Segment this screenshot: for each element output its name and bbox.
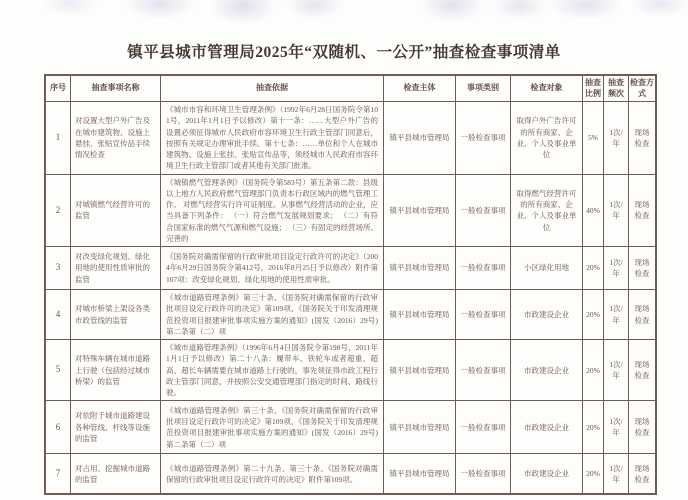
cell-frequency: 1次/年 <box>604 454 629 494</box>
cell-frequency: 1次/年 <box>604 174 629 247</box>
table-row <box>46 290 656 340</box>
cell-name: 对改变绿化规划、绿化用地的使用性质审批的监管 <box>71 247 161 290</box>
cell-name: 对依附于城市道路建设各种管线、杆线等设施的监管 <box>71 401 161 454</box>
cell-basis: 《城市道路管理条例》（1996年6月4日国务院令第198号，2011年1月1日予以修改）第二十八条：履带车、铁轮车或者超重、超高、超长车辆需要在城市道路上行驶的，事先须征得市政工程行政主管部门同意，并按照公安交通管理部门指定的时间、路线行驶。 <box>161 340 384 401</box>
cell-method: 现场检查 <box>629 454 656 494</box>
cell-category: 一般检查事项 <box>456 340 511 401</box>
cell-category: 一般检查事项 <box>456 401 511 454</box>
cell-frequency: 1次/年 <box>604 290 629 340</box>
cell-category: 一般检查事项 <box>456 454 511 494</box>
table-head <box>46 76 656 102</box>
cell-category: 一般检查事项 <box>456 247 511 290</box>
page-title: 镇平县城市管理局2025年“双随机、一公开”抽查检查事项清单 <box>127 44 561 61</box>
cell-ratio: 20% <box>583 454 604 494</box>
column-header-name: 抽查事项名称 <box>71 76 161 102</box>
cell-subject: 镇平县城市管理局 <box>384 102 456 175</box>
header-row <box>46 76 656 102</box>
column-header-ratio: 抽查比例 <box>583 76 604 102</box>
cell-ratio: 20% <box>583 340 604 401</box>
cell-target: 市政建设企业 <box>511 454 583 494</box>
cell-frequency: 1次/年 <box>604 102 629 175</box>
cell-ratio: 40% <box>583 174 604 247</box>
cell-seq: 6 <box>46 401 71 454</box>
cell-category: 一般检查事项 <box>456 290 511 340</box>
cell-target: 小区绿化用地 <box>511 247 583 290</box>
cell-seq: 1 <box>46 102 71 175</box>
cell-basis: 《城市道路管理条例》第三十条、《国务院对确需保留的行政审批项目设定行政许可的决定》第109项、《国务院关于印发清理规范投资项目报建审批事项实施方案的通知》(国发（2016）29号)第二条第（二）项 <box>161 290 384 340</box>
cell-method: 现场检查 <box>629 247 656 290</box>
column-header-subject: 检查主体 <box>384 76 456 102</box>
cell-seq: 3 <box>46 247 71 290</box>
cell-name: 对占用、挖掘城市道路的监管 <box>71 454 161 494</box>
cell-ratio: 5% <box>583 102 604 175</box>
cell-seq: 2 <box>46 174 71 247</box>
table-row <box>46 454 656 494</box>
column-header-basis: 抽查依据 <box>161 76 384 102</box>
cell-frequency: 1次/年 <box>604 340 629 401</box>
inspection-table <box>45 75 656 494</box>
cell-frequency: 1次/年 <box>604 401 629 454</box>
table-row <box>46 102 656 175</box>
cell-method: 现场检查 <box>629 290 656 340</box>
cell-category: 一般检查事项 <box>456 174 511 247</box>
cell-basis: 《城市市容和环境卫生管理条例》（1992年6月28日国务院令第101号，2011年1月1日予以修改）第十一条：……大型户外广告的设置必须征得城市人民政府市容环境卫生行政主管部门同意后，按照有关规定办理审批手续。第十七条：……单位和个人在城市建筑物、设施上张挂、张贴宣传品等，须经城市人民政府市容环境卫生行政主管部门或者其他有关部门批准。 <box>161 102 384 175</box>
cell-subject: 镇平县城市管理局 <box>384 174 456 247</box>
cell-seq: 4 <box>46 290 71 340</box>
cell-basis: 《城镇燃气管理条例》（国务院令第583号）第五条第二款：县级以上地方人民政府燃气管理部门负责本行政区域内的燃气管理工作。 对燃气经营实行许可证制度。从事燃气经营活动的企业，应当具备下列条件： （一）符合燃气发展规划要求； （二）有符合国家标准的燃气气源和燃气设施； （三）有固定的经营场所、完善的 <box>161 174 384 247</box>
cell-seq: 7 <box>46 454 71 494</box>
cell-target: 市政建设企业 <box>511 340 583 401</box>
cell-subject: 镇平县城市管理局 <box>384 290 456 340</box>
cell-name: 对城市桥梁上架设各类市政管线的监管 <box>71 290 161 340</box>
table-row <box>46 174 656 247</box>
table-row <box>46 340 656 401</box>
column-header-frequency: 抽查频次 <box>604 76 629 102</box>
cell-subject: 镇平县城市管理局 <box>384 340 456 401</box>
cell-target: 市政建设企业 <box>511 290 583 340</box>
cell-method: 现场检查 <box>629 340 656 401</box>
column-header-method: 检查方式 <box>629 76 656 102</box>
column-header-category: 事项类别 <box>456 76 511 102</box>
cell-frequency: 1次/年 <box>604 247 629 290</box>
cell-target: 取得户外广告许可的所有商家、企业、个人及事业单位 <box>511 102 583 175</box>
table-row <box>46 401 656 454</box>
cell-subject: 镇平县城市管理局 <box>384 401 456 454</box>
column-header-seq: 序号 <box>46 76 71 102</box>
cell-method: 现场检查 <box>629 401 656 454</box>
cell-basis: 《国务院对确需保留的行政审批项目设定行政许可的决定》（2004年6月29日国务院令第412号，2016年8月25日予以修改）附件第107项：改变绿化规划、绿化用地的使用性质审批。 <box>161 247 384 290</box>
cell-target: 取得燃气经营许可的所有商家、企业、个人及事业单位 <box>511 174 583 247</box>
cell-seq: 5 <box>46 340 71 401</box>
column-header-target: 检查对象 <box>511 76 583 102</box>
cell-name: 对城镇燃气经营许可的监管 <box>71 174 161 247</box>
cell-name: 对特殊车辆在城市道路上行驶（包括经过城市桥梁）的监管 <box>71 340 161 401</box>
scan-smudge-artifact <box>0 0 688 42</box>
cell-ratio: 20% <box>583 247 604 290</box>
cell-method: 现场检查 <box>629 102 656 175</box>
table-row <box>46 247 656 290</box>
cell-category: 一般检查事项 <box>456 102 511 175</box>
cell-basis: 《城市道路管理条例》第三十条、《国务院对确需保留的行政审批项目设定行政许可的决定》第109项、《国务院关于印发清理规范投资项目报建审批事项实施方案的通知》(国发（2016）29号)第二条第（二）项 <box>161 401 384 454</box>
table-body <box>46 102 656 494</box>
cell-name: 对设置大型户外广告及在城市建筑物、设施上悬挂、张贴宣传品手续情况检查 <box>71 102 161 175</box>
cell-ratio: 20% <box>583 401 604 454</box>
cell-ratio: 20% <box>583 290 604 340</box>
cell-subject: 镇平县城市管理局 <box>384 247 456 290</box>
cell-basis: 《城市道路管理条例》第二十九条、第三十条、《国务院对确需保留的行政审批项目设定行政许可的决定》附件第109项。 <box>161 454 384 494</box>
cell-method: 现场检查 <box>629 174 656 247</box>
cell-subject: 镇平县城市管理局 <box>384 454 456 494</box>
cell-target: 市政建设企业 <box>511 401 583 454</box>
